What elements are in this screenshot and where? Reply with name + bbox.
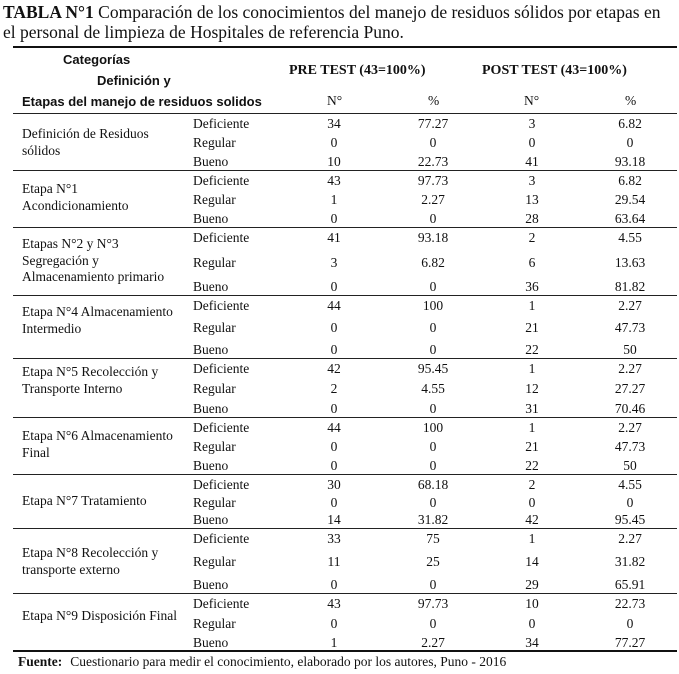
cell-pre-pct: 100 <box>422 420 444 435</box>
cell-post-pct: 47.73 <box>614 439 646 454</box>
group-separator <box>13 170 677 171</box>
level-label: Bueno <box>193 577 229 592</box>
header-categorias: Categorías <box>63 52 131 67</box>
cell-post-n: 3 <box>528 116 536 131</box>
cell-pre-n: 42 <box>327 361 341 376</box>
cell-pre-n: 34 <box>327 116 341 131</box>
cell-pre-n: 0 <box>330 320 338 335</box>
cell-pre-pct: 0 <box>429 615 437 631</box>
cell-post-pct: 65.91 <box>614 577 646 592</box>
level-label: Bueno <box>193 512 229 527</box>
cell-post-pct: 31.82 <box>614 554 646 569</box>
level-label: Bueno <box>193 401 229 416</box>
cell-post-pct: 29.54 <box>614 192 646 207</box>
cell-post-pct: 2.27 <box>618 361 642 376</box>
cell-pre-pct: 0 <box>429 135 437 150</box>
source-text: Cuestionario para medir el conocimiento, elaborado por los autores, Puno - 2016 <box>70 654 507 669</box>
cell-post-n: 28 <box>525 211 539 226</box>
category-label: Etapa N°7 Tratamiento <box>22 493 147 508</box>
cell-post-pct: 6.82 <box>618 116 642 131</box>
level-label: Deficiente <box>193 420 250 435</box>
table-title: Comparación de los conocimientos del manejo de residuos sólidos por etapas en el personal de limpieza de Hospitales de referencia Puno. <box>3 2 661 42</box>
cell-pre-n: 11 <box>327 554 341 569</box>
level-label: Regular <box>193 320 236 335</box>
cell-pre-n: 0 <box>330 279 338 294</box>
category-label: Etapa N°8 Recolección y transporte externo <box>22 545 159 577</box>
level-label: Regular <box>193 254 236 270</box>
cell-pre-pct: 100 <box>422 298 444 313</box>
cell-pre-pct: 0 <box>429 279 437 294</box>
group-separator <box>13 528 677 529</box>
level-label: Deficiente <box>193 116 250 131</box>
cell-pre-n: 0 <box>330 401 338 416</box>
cell-post-pct: 95.45 <box>614 512 646 527</box>
category-label: Definición de Residuos sólidos <box>22 126 149 158</box>
cell-pre-pct: 22.73 <box>417 154 449 169</box>
cell-post-pct: 2.27 <box>618 298 642 313</box>
cell-post-pct: 93.18 <box>614 154 646 169</box>
cell-post-n: 0 <box>528 494 536 510</box>
cell-pre-pct: 0 <box>429 494 437 510</box>
cell-post-n: 31 <box>525 401 539 416</box>
cell-pre-n: 43 <box>327 173 341 188</box>
header-pre-test: PRE TEST (43=100%) <box>289 63 426 78</box>
cell-post-n: 14 <box>525 554 539 569</box>
cell-pre-n: 1 <box>330 192 338 207</box>
level-label: Regular <box>193 439 236 454</box>
category-label: Etapa N°9 Disposición Final <box>22 608 178 623</box>
cell-post-pct: 6.82 <box>618 173 642 188</box>
cell-pre-n: 44 <box>327 298 341 313</box>
cell-post-n: 13 <box>525 192 539 207</box>
cell-pre-pct: 25 <box>426 554 440 569</box>
level-label: Bueno <box>193 279 229 294</box>
level-label: Regular <box>193 135 236 150</box>
group-separator <box>13 227 677 228</box>
cell-pre-pct: 0 <box>429 401 437 416</box>
category-label: Etapa N°1 Acondicionamiento <box>22 181 129 213</box>
cell-pre-pct: 0 <box>429 211 437 226</box>
cell-post-n: 29 <box>525 577 539 592</box>
cell-pre-pct: 0 <box>429 320 437 335</box>
cell-post-pct: 13.63 <box>614 254 646 270</box>
cell-pre-n: 0 <box>330 439 338 454</box>
group-separator <box>13 474 677 475</box>
cell-post-pct: 0 <box>626 494 634 510</box>
cell-post-pct: 2.27 <box>618 531 642 546</box>
cell-pre-n: 0 <box>330 458 338 473</box>
cell-post-n: 12 <box>525 381 539 396</box>
level-label: Bueno <box>193 342 229 357</box>
cell-pre-n: 0 <box>330 494 338 510</box>
cell-post-n: 10 <box>525 596 539 611</box>
cell-post-n: 1 <box>528 298 536 313</box>
cell-pre-pct: 0 <box>429 458 437 473</box>
cell-post-n: 22 <box>525 342 539 357</box>
cell-post-n: 42 <box>525 512 539 527</box>
header-etapas: Etapas del manejo de residuos solidos <box>22 94 262 109</box>
cell-pre-n: 30 <box>327 477 341 492</box>
cell-post-pct: 50 <box>623 458 637 473</box>
cell-post-n: 1 <box>528 531 536 546</box>
header-post-test: POST TEST (43=100%) <box>482 63 627 78</box>
cell-post-n: 0 <box>528 135 536 150</box>
level-label: Deficiente <box>193 230 250 245</box>
cell-post-n: 0 <box>528 615 536 631</box>
cell-pre-pct: 93.18 <box>417 230 449 245</box>
cell-pre-pct: 0 <box>429 439 437 454</box>
cell-post-pct: 47.73 <box>614 320 646 335</box>
cell-pre-pct: 2.27 <box>421 635 445 650</box>
cell-post-pct: 63.64 <box>614 211 646 226</box>
cell-pre-n: 44 <box>327 420 341 435</box>
cell-pre-pct: 6.82 <box>421 254 445 270</box>
cell-post-n: 1 <box>528 420 536 435</box>
level-label: Regular <box>193 192 236 207</box>
cell-pre-n: 2 <box>330 381 338 396</box>
table-number: TABLA N°1 <box>3 2 94 22</box>
table-caption <box>3 2 675 42</box>
cell-post-n: 22 <box>525 458 539 473</box>
cell-pre-n: 0 <box>330 615 338 631</box>
level-label: Bueno <box>193 154 229 169</box>
cell-pre-n: 0 <box>330 211 338 226</box>
cell-post-pct: 4.55 <box>618 477 642 492</box>
level-label: Regular <box>193 615 236 631</box>
header-post-n: N° <box>524 93 540 108</box>
cell-post-pct: 70.46 <box>614 401 646 416</box>
cell-post-n: 6 <box>528 254 536 270</box>
cell-post-n: 3 <box>528 173 536 188</box>
group-separator <box>13 295 677 296</box>
bottom-rule <box>13 650 677 652</box>
cell-post-n: 34 <box>525 635 539 650</box>
cell-post-pct: 50 <box>623 342 637 357</box>
cell-post-pct: 2.27 <box>618 420 642 435</box>
cell-pre-pct: 0 <box>429 342 437 357</box>
cell-pre-n: 1 <box>330 635 338 650</box>
source-label: Fuente: <box>18 654 63 669</box>
cell-pre-pct: 97.73 <box>417 596 449 611</box>
category-label: Etapa N°5 Recolección y Transporte Interno <box>22 364 159 396</box>
header-post-pct: % <box>625 93 637 108</box>
level-label: Deficiente <box>193 531 250 546</box>
cell-post-pct: 27.27 <box>614 381 646 396</box>
group-separator <box>13 417 677 418</box>
cell-post-pct: 81.82 <box>614 279 646 294</box>
cell-post-n: 41 <box>525 154 539 169</box>
cell-post-pct: 77.27 <box>614 635 646 650</box>
cell-post-pct: 0 <box>626 135 634 150</box>
header-definicion: Definición y <box>97 73 171 88</box>
level-label: Regular <box>193 554 236 569</box>
cell-pre-n: 41 <box>327 230 341 245</box>
level-label: Bueno <box>193 211 229 226</box>
category-label: Etapa N°6 Almacenamiento Final <box>22 428 173 460</box>
level-label: Deficiente <box>193 477 250 492</box>
cell-pre-pct: 68.18 <box>417 477 449 492</box>
group-separator <box>13 593 677 594</box>
level-label: Deficiente <box>193 298 250 313</box>
category-label: Etapas N°2 y N°3 Segregación y Almacenamiento primario <box>22 236 165 284</box>
cell-pre-pct: 4.55 <box>421 381 445 396</box>
cell-pre-pct: 31.82 <box>417 512 449 527</box>
cell-pre-pct: 0 <box>429 577 437 592</box>
cell-post-pct: 22.73 <box>614 596 646 611</box>
source-note <box>18 654 506 670</box>
cell-post-n: 1 <box>528 361 536 376</box>
cell-post-pct: 4.55 <box>618 230 642 245</box>
cell-pre-n: 0 <box>330 342 338 357</box>
header-pre-pct: % <box>428 93 440 108</box>
cell-pre-n: 43 <box>327 596 341 611</box>
level-label: Bueno <box>193 635 229 650</box>
level-label: Deficiente <box>193 596 250 611</box>
level-label: Deficiente <box>193 173 250 188</box>
cell-pre-n: 0 <box>330 577 338 592</box>
cell-pre-pct: 95.45 <box>417 361 449 376</box>
top-rule <box>13 46 677 48</box>
cell-pre-n: 3 <box>330 254 338 270</box>
cell-pre-n: 10 <box>327 154 341 169</box>
cell-pre-pct: 77.27 <box>417 116 449 131</box>
level-label: Regular <box>193 381 236 396</box>
header-pre-n: N° <box>327 93 343 108</box>
category-label: Etapa N°4 Almacenamiento Intermedio <box>22 304 173 336</box>
cell-pre-pct: 97.73 <box>417 173 449 188</box>
cell-post-n: 36 <box>525 279 539 294</box>
level-label: Regular <box>193 494 236 510</box>
cell-pre-n: 14 <box>327 512 341 527</box>
cell-post-n: 2 <box>528 230 536 245</box>
cell-post-pct: 0 <box>626 615 634 631</box>
cell-post-n: 2 <box>528 477 536 492</box>
group-separator <box>13 358 677 359</box>
cell-pre-n: 33 <box>327 531 341 546</box>
cell-pre-pct: 75 <box>426 531 440 546</box>
header-rule <box>13 113 677 114</box>
cell-pre-n: 0 <box>330 135 338 150</box>
level-label: Deficiente <box>193 361 250 376</box>
level-label: Bueno <box>193 458 229 473</box>
cell-post-n: 21 <box>525 439 539 454</box>
cell-post-n: 21 <box>525 320 539 335</box>
cell-pre-pct: 2.27 <box>421 192 445 207</box>
